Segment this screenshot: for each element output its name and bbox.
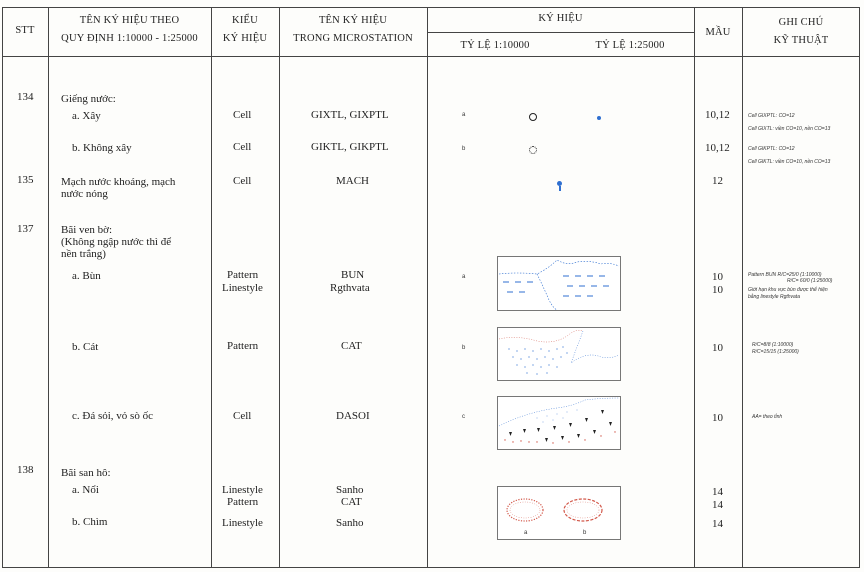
header-symbol: KÝ HIỆU	[538, 13, 583, 24]
row-134a-mark: a	[462, 112, 466, 118]
col-divider-6	[742, 7, 743, 568]
row-137b-type: Pattern	[227, 340, 259, 352]
row-138b-ms: Sanho	[336, 517, 364, 529]
row-138a-type-1: Linestyle	[222, 484, 263, 496]
row-137b-color: 10	[712, 342, 723, 354]
row-137b-name: b. Cát	[72, 341, 99, 353]
row-134b-note-2: Cell GIKTL: viền CO=10, nền CO=13	[748, 159, 831, 165]
coral-reef-mark-a: a	[524, 530, 528, 536]
row-134a-note-1: Cell GIXPTL: CO=12	[748, 113, 795, 119]
row-134b-ms: GIKTL, GIKPTL	[311, 141, 389, 153]
header-ms-2: TRONG MICROSTATION	[293, 33, 413, 44]
row-137a-note-3: Giới hạn khu vực bùn được thể hiện	[748, 287, 828, 293]
row-134-name: Giếng nước:	[61, 93, 116, 105]
col-divider-5	[694, 7, 695, 568]
row-137a-type-1: Pattern	[227, 269, 259, 281]
row-138a-type-2: Pattern	[227, 496, 259, 508]
row-137a-note-2: R/C= 60/0 (1:25000)	[787, 278, 833, 284]
row-138-name: Bãi san hô:	[61, 467, 111, 479]
row-137c-color: 10	[712, 412, 723, 424]
mud-flat-symbol	[497, 256, 621, 311]
table-left-border	[2, 7, 3, 568]
mineral-spring-tail	[559, 186, 561, 191]
row-137-stt: 137	[17, 223, 34, 235]
header-scale-25000: TỶ LỆ 1:25000	[595, 40, 665, 51]
row-137-name-3: nền trắng)	[61, 248, 106, 260]
row-134b-color: 10,12	[705, 142, 730, 154]
row-137-name-1: Bãi ven bờ:	[61, 224, 113, 236]
row-137a-name: a. Bùn	[72, 270, 101, 282]
table-right-border	[859, 7, 860, 568]
row-134a-color: 10,12	[705, 109, 730, 121]
row-135-ms: MACH	[336, 175, 370, 187]
row-137a-ms-2: Rgthvata	[330, 282, 370, 294]
well-built-10000-symbol	[529, 113, 537, 121]
row-135-color: 12	[712, 175, 723, 187]
row-137a-color-2: 10	[712, 284, 723, 296]
col-divider-1	[48, 7, 49, 568]
row-137c-ms: DASOI	[336, 410, 370, 422]
row-134b-name: b. Không xây	[72, 142, 132, 154]
row-134b-mark: b	[462, 146, 466, 152]
row-137b-note-2: R/C=15/15 (1:25000)	[752, 349, 799, 355]
row-134b-note-1: Cell GIKPTL: CO=12	[748, 146, 795, 152]
coral-reef-symbol	[497, 486, 621, 540]
row-134b-type: Cell	[233, 141, 252, 153]
row-138b-type: Linestyle	[222, 517, 263, 529]
row-137c-note: AA= theo tỉnh	[752, 414, 783, 420]
row-135-stt: 135	[17, 174, 34, 186]
header-note-1: GHI CHÚ	[778, 17, 824, 28]
well-unbuilt-10000-symbol	[529, 146, 537, 154]
header-ms-1: TÊN KÝ HIỆU	[318, 15, 388, 26]
row-134-stt: 134	[17, 91, 34, 103]
header-color: MẦU	[705, 27, 731, 38]
col-divider-3	[279, 7, 280, 568]
header-name-1: TÊN KÝ HIỆU THEO	[79, 15, 180, 26]
row-137a-note-1: Pattern BUN R/C=25/0 (1:10000)	[748, 272, 822, 278]
row-137b-note-1: R/C=8/8 (1:10000)	[752, 342, 794, 348]
row-137c-mark: c	[462, 414, 465, 420]
header-type-1: KIỂU	[232, 15, 258, 26]
row-137c-type: Cell	[233, 410, 252, 422]
col-divider-2	[211, 7, 212, 568]
row-137a-mark: a	[462, 274, 466, 280]
header-bottom-border	[2, 56, 860, 57]
row-138a-ms-1: Sanho	[336, 484, 364, 496]
header-stt: STT	[15, 25, 35, 36]
table-top-border	[2, 7, 860, 8]
row-137c-name: c. Đá sỏi, vỏ sò ốc	[72, 410, 153, 422]
header-type-2: KÝ HIỆU	[222, 33, 268, 44]
row-134a-type: Cell	[233, 109, 252, 121]
table-bottom-border	[2, 567, 860, 568]
row-135-type: Cell	[233, 175, 252, 187]
row-134a-note-2: Cell GIXTL: viền CO=10, nền CO=13	[748, 126, 831, 132]
row-134a-name: a. Xây	[72, 110, 101, 122]
row-138a-name: a. Nổi	[72, 484, 99, 496]
row-138b-name: b. Chìm	[72, 516, 108, 528]
col-divider-4	[427, 7, 428, 568]
row-137a-color-1: 10	[712, 271, 723, 283]
header-scale-10000: TỶ LỆ 1:10000	[460, 40, 530, 51]
row-138a-color-2: 14	[712, 499, 723, 511]
row-137a-ms-1: BUN	[341, 269, 365, 281]
row-137a-type-2: Linestyle	[222, 282, 263, 294]
sand-flat-symbol	[497, 327, 621, 381]
header-scale-divider	[427, 32, 694, 33]
header-name-2: QUY ĐỊNH 1:10000 - 1:25000	[61, 33, 198, 44]
row-134a-ms: GIXTL, GIXPTL	[311, 109, 389, 121]
row-135-name-2: nước nóng	[61, 188, 108, 200]
header-note-2: KỸ THUẬT	[773, 35, 829, 46]
row-137b-mark: b	[462, 345, 466, 351]
row-138a-color-1: 14	[712, 486, 723, 498]
well-built-25000-symbol	[597, 116, 601, 120]
row-138-stt: 138	[17, 464, 34, 476]
row-138b-color: 14	[712, 518, 723, 530]
row-137a-note-4: bằng linestyle Rgthvata	[748, 294, 800, 300]
coral-reef-mark-b: b	[583, 530, 587, 536]
gravel-shell-flat-symbol	[497, 396, 621, 450]
row-135-name-1: Mạch nước khoáng, mạch	[61, 176, 176, 188]
row-137b-ms: CAT	[341, 340, 362, 352]
row-137-name-2: (Không ngập nước thì để	[61, 236, 172, 248]
row-138a-ms-2: CAT	[341, 496, 362, 508]
